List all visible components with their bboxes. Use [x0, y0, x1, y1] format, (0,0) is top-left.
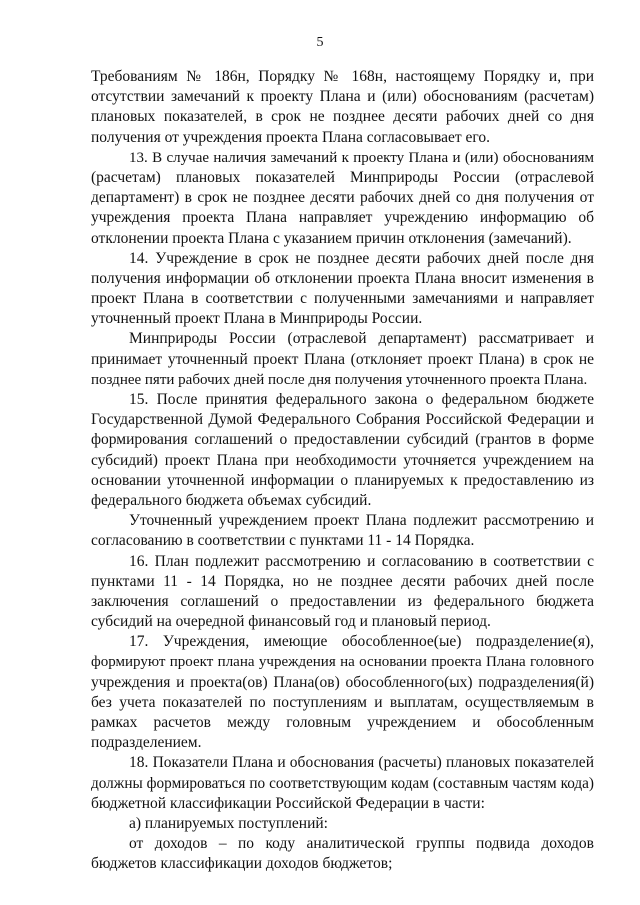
text-line: пунктами 11 - 14 Порядка, но не позднее десяти рабочих дней после	[91, 572, 594, 590]
text-line: 15. После принятия федерального закона о федеральном бюджете	[129, 391, 594, 408]
text-line: федерального бюджета объемах субсидий.	[91, 491, 372, 509]
text-line: 13. В случае наличия замечаний к проекту Плана и (или) обоснованиям	[129, 149, 594, 166]
text-line: плановых показателей, в срок не позднее десяти рабочих дней со дня	[91, 108, 594, 126]
text-line: Минприроды России (отраслевой департамент) рассматривает и	[129, 330, 594, 348]
text-line: Уточненный учреждением проект Плана подлежит рассмотрению и	[129, 512, 594, 530]
text-line: формирования соглашений о предоставлении субсидий (грантов в форме	[91, 431, 594, 449]
text-line: бюджетной классификации Российской Федерации в части:	[91, 794, 485, 812]
text-line: Государственной Думой Федерального Собрания Российской Федерации и	[91, 411, 594, 429]
text-line: субсидий на очередной финансовый год и плановый период.	[91, 613, 491, 631]
text-line: 16. План подлежит рассмотрению и согласованию в соответствии с	[129, 552, 594, 570]
page-number: 5	[316, 35, 324, 50]
text-line: 14. Учреждение в срок не позднее десяти рабочих дней после дня	[129, 249, 594, 267]
text-line: 17. Учреждения, имеющие обособленное(ые) подразделение(я),	[129, 633, 594, 651]
document-body	[91, 67, 594, 875]
text-line: получения от учреждения проекта Плана согласовывает его.	[91, 128, 490, 146]
text-line: (расчетам) плановых показателей Минприроды России (отраслевой	[91, 168, 594, 186]
text-line: департамент) в срок не позднее десяти рабочих дней со дня получения от	[91, 189, 594, 207]
text-line: Требованиям № 186н, Порядку № 168н, настоящему Порядку и, при	[91, 68, 594, 85]
text-line: получения информации об отклонении проекта Плана вносит изменения в	[91, 269, 594, 287]
text-line: от доходов – по коду аналитической группы подвида доходов	[129, 835, 594, 853]
text-line: формируют проект плана учреждения на основании проекта Плана головного	[91, 654, 594, 671]
text-line: заключения соглашений о предоставлении из федерального бюджета	[91, 592, 594, 610]
text-line: бюджетов классификации доходов бюджетов;	[91, 855, 393, 873]
text-line: принимает уточненный проект Плана (отклоняет проект Плана) в срок не	[91, 350, 594, 368]
text-line: 18. Показатели Плана и обоснования (расчеты) плановых показателей	[129, 754, 594, 772]
text-line: учреждения и проекта(ов) Плана(ов) обособленного(ых) подразделения(й)	[91, 673, 594, 691]
text-line: отклонении проекта Плана с указанием причин отклонения (замечаний).	[91, 229, 572, 247]
text-line: позднее пяти рабочих дней после дня получения уточненного проекта Плана.	[91, 371, 588, 388]
text-line: основании уточненной информации о планируемых к предоставлению из	[91, 471, 594, 489]
text-line: согласованию в соответствии с пунктами 11 - 14 Порядка.	[91, 532, 475, 550]
text-line: проект Плана в соответствии с полученными замечаниями и направляет	[91, 290, 594, 308]
text-line: субсидий) проект Плана при необходимости уточняется учреждением на	[91, 451, 594, 469]
text-line: без учета показателей по поступлениям и выплатам, осуществляемым в	[91, 693, 594, 711]
text-line: а) планируемых поступлений:	[129, 814, 328, 832]
text-line: уточненный проект Плана в Минприроды России.	[91, 310, 423, 328]
text-line: отсутствии замечаний к проекту Плана и (или) обоснованиям (расчетам)	[91, 88, 594, 106]
text-line: подразделением.	[91, 734, 202, 752]
text-line: рамках расчетов между головным учреждением и обособленным	[91, 714, 594, 731]
text-line: учреждения проекта Плана направляет учреждению информацию об	[91, 209, 594, 227]
text-line: должны формироваться по соответствующим кодам (составным частям кода)	[91, 774, 594, 792]
